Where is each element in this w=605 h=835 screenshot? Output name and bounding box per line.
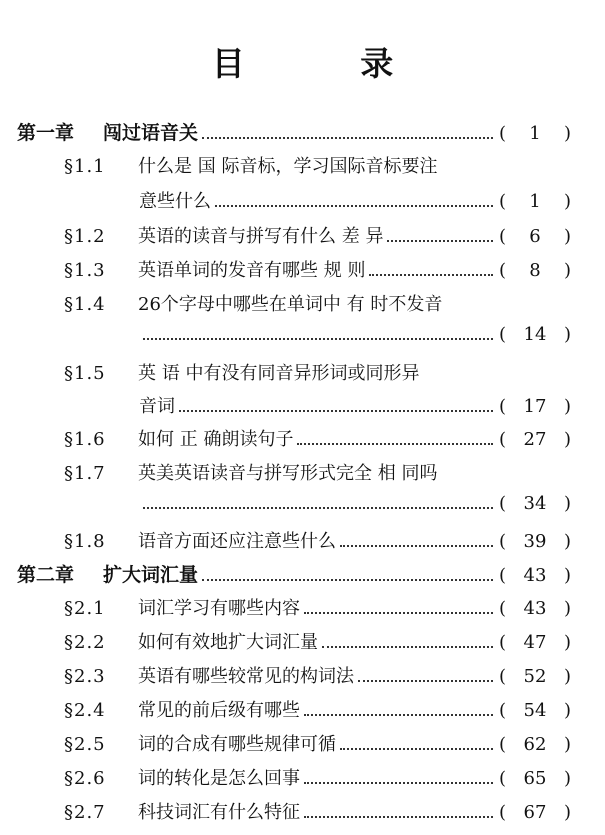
close-paren: ): [563, 260, 571, 281]
dot-leader: [387, 239, 493, 242]
open-paren: (: [499, 734, 507, 755]
close-paren: ): [563, 666, 571, 687]
page-number-value: 67: [523, 802, 547, 823]
page-number: [499, 324, 571, 345]
section-number: §2.3: [64, 666, 106, 687]
page-number: [499, 802, 571, 823]
page-number: [499, 598, 571, 619]
dot-leader: [304, 781, 493, 784]
page-number: [499, 191, 571, 212]
page-number-value: 14: [523, 324, 547, 345]
dot-leader: [322, 645, 493, 648]
section-number: §1.3: [64, 260, 106, 281]
page-number-value: 39: [523, 531, 547, 552]
section-number: §2.7: [64, 802, 106, 823]
page-number: [499, 632, 571, 653]
entry-title: 语音方面还应注意些什么: [138, 531, 336, 552]
entry-title: 如何 正 确朗读句子: [138, 429, 294, 450]
dot-leader: [358, 679, 493, 682]
toc-section-row[interactable]: [64, 425, 571, 451]
page-number-value: 54: [523, 700, 547, 721]
page-number-value: 43: [523, 565, 547, 586]
dot-leader: [340, 747, 493, 750]
toc-section-row[interactable]: [139, 392, 571, 418]
section-number: §2.6: [64, 768, 106, 789]
toc-section-row[interactable]: [139, 493, 571, 514]
page-number: [499, 493, 571, 514]
page-number: [499, 666, 571, 687]
section-number: §1.4: [64, 294, 106, 315]
close-paren: ): [563, 768, 571, 789]
toc-section-row[interactable]: [139, 187, 571, 213]
toc-section-row[interactable]: [139, 324, 571, 345]
open-paren: (: [499, 324, 507, 345]
entry-title: 扩大词汇量: [103, 564, 199, 586]
entry-title: 科技词汇有什么特征: [138, 802, 300, 823]
page-number-value: 34: [523, 493, 547, 514]
section-number: §2.2: [64, 632, 106, 653]
section-number: §2.5: [64, 734, 106, 755]
entry-title: 如何有效地扩大词汇量: [138, 632, 318, 653]
close-paren: ): [563, 123, 571, 144]
open-paren: (: [499, 768, 507, 789]
page-number: [499, 565, 571, 586]
toc-section-row[interactable]: [64, 459, 571, 485]
section-number: §1.6: [64, 429, 106, 450]
close-paren: ): [563, 324, 571, 345]
page-number-value: 6: [529, 226, 541, 247]
dot-leader: [202, 578, 493, 581]
entry-title: 英语的读音与拼写有什么 差 异: [138, 226, 384, 247]
open-paren: (: [499, 565, 507, 586]
page-number-value: 65: [523, 768, 547, 789]
toc-section-row[interactable]: [64, 256, 571, 282]
page-number: [499, 429, 571, 450]
section-number: §2.1: [64, 598, 106, 619]
toc-section-row[interactable]: [64, 730, 571, 756]
open-paren: (: [499, 429, 507, 450]
page-number-value: 43: [523, 598, 547, 619]
close-paren: ): [563, 531, 571, 552]
close-paren: ): [563, 429, 571, 450]
toc-section-row[interactable]: [64, 628, 571, 654]
dot-leader: [179, 409, 493, 412]
close-paren: ): [563, 598, 571, 619]
entry-title: 词的转化是怎么回事: [138, 768, 300, 789]
page-number: [499, 768, 571, 789]
entry-title: 词汇学习有哪些内容: [138, 598, 300, 619]
page-number-value: 52: [523, 666, 547, 687]
open-paren: (: [499, 396, 507, 417]
entry-title: 音词: [139, 396, 175, 417]
dot-leader: [202, 136, 493, 139]
open-paren: (: [499, 226, 507, 247]
page-number: [499, 123, 571, 144]
close-paren: ): [563, 493, 571, 514]
dot-leader: [369, 273, 493, 276]
open-paren: (: [499, 531, 507, 552]
page-number-value: 27: [523, 429, 547, 450]
open-paren: (: [499, 666, 507, 687]
section-number: §2.4: [64, 700, 106, 721]
toc-section-row[interactable]: [64, 696, 571, 722]
page-number-value: 47: [523, 632, 547, 653]
dot-leader: [304, 815, 493, 818]
section-number: §1.1: [64, 156, 106, 177]
open-paren: (: [499, 260, 507, 281]
chapter-number: 第二章: [17, 564, 75, 586]
dot-leader: [340, 544, 493, 547]
page-number: [499, 734, 571, 755]
open-paren: (: [499, 802, 507, 823]
page-number: [499, 531, 571, 552]
entry-title: 常见的前后级有哪些: [138, 700, 300, 721]
close-paren: ): [563, 734, 571, 755]
entry-title: 词的合成有哪些规律可循: [138, 734, 336, 755]
toc-section-row[interactable]: [64, 222, 571, 248]
toc-section-row[interactable]: [64, 527, 571, 553]
dot-leader: [143, 506, 493, 509]
close-paren: ): [563, 700, 571, 721]
close-paren: ): [563, 226, 571, 247]
toc-section-row[interactable]: [64, 662, 571, 688]
close-paren: ): [563, 191, 571, 212]
toc-section-row[interactable]: [64, 152, 571, 178]
page-number-value: 1: [529, 191, 541, 212]
close-paren: ): [563, 632, 571, 653]
open-paren: (: [499, 598, 507, 619]
close-paren: ): [563, 396, 571, 417]
toc-section-row[interactable]: [64, 764, 571, 790]
toc-section-row[interactable]: [64, 290, 571, 316]
dot-leader: [304, 611, 493, 614]
open-paren: (: [499, 191, 507, 212]
entry-title: 意些什么: [139, 191, 211, 212]
entry-title: 英美英语读音与拼写形式完全 相 同吗: [138, 463, 438, 484]
toc-section-row[interactable]: [64, 798, 571, 824]
page-number: [499, 260, 571, 281]
dot-leader: [143, 337, 493, 340]
dot-leader: [215, 204, 493, 207]
toc-section-row[interactable]: [64, 594, 571, 620]
page-number: [499, 700, 571, 721]
open-paren: (: [499, 493, 507, 514]
toc-section-row[interactable]: [64, 359, 571, 385]
close-paren: ): [563, 802, 571, 823]
toc-chapter-row[interactable]: [17, 560, 571, 587]
page-number-value: 17: [523, 396, 547, 417]
chapter-number: 第一章: [17, 122, 75, 144]
page-number-value: 1: [529, 123, 541, 144]
page-number: [499, 226, 571, 247]
dot-leader: [304, 713, 493, 716]
open-paren: (: [499, 632, 507, 653]
section-number: §1.8: [64, 531, 106, 552]
entry-title: 英语有哪些较常见的构词法: [138, 666, 354, 687]
section-number: §1.2: [64, 226, 106, 247]
section-number: §1.7: [64, 463, 106, 484]
entry-title: 闯过语音关: [103, 122, 199, 144]
page-number: [499, 396, 571, 417]
page-title: 目 录: [211, 44, 446, 83]
close-paren: ): [563, 565, 571, 586]
page-number-value: 62: [523, 734, 547, 755]
open-paren: (: [499, 123, 507, 144]
entry-title: 26个字母中哪些在单词中 有 时不发音: [138, 294, 443, 315]
open-paren: (: [499, 700, 507, 721]
toc-chapter-row[interactable]: [17, 118, 571, 145]
entry-title: 英 语 中有没有同音异形词或同形异: [138, 363, 420, 384]
dot-leader: [297, 442, 493, 445]
entry-title: 英语单词的发音有哪些 规 则: [138, 260, 366, 281]
page-number-value: 8: [529, 260, 541, 281]
entry-title: 什么是 国 际音标，学习国际音标要注: [138, 156, 438, 177]
section-number: §1.5: [64, 363, 106, 384]
